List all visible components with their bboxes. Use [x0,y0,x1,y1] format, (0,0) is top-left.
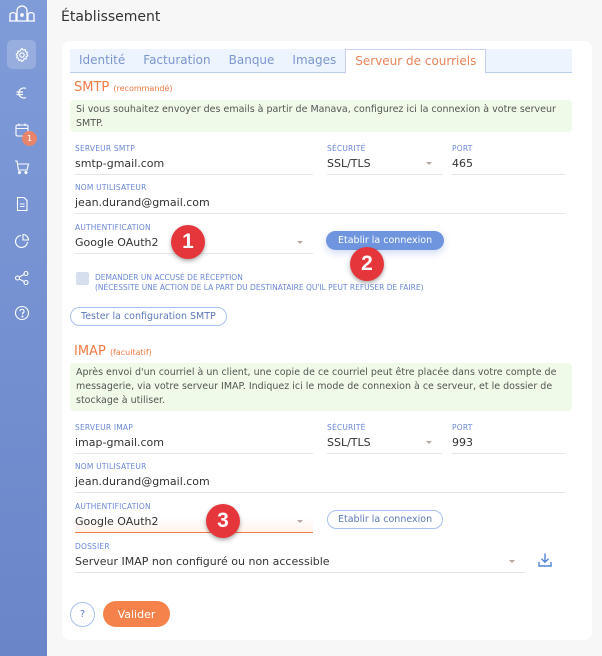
smtp-port-field [452,144,565,175]
smtp-security-value: SSL/TLS [327,157,371,170]
sidebar-item-share[interactable] [7,263,36,292]
document-icon [14,196,30,212]
download-icon[interactable] [537,552,553,568]
imap-security-value: SSL/TLS [327,436,371,449]
annotation-marker-3: 3 [206,504,240,538]
smtp-subtitle: (recommandé) [113,84,173,93]
smtp-port-label: PORT [452,144,473,153]
smtp-security-field [327,144,442,175]
chevron-down-icon [509,560,515,563]
imap-security-label: SÉCURITÉ [327,423,366,432]
building-logo-icon[interactable] [9,4,35,22]
smtp-security-select[interactable] [327,155,442,175]
imap-user-label: NOM UTILISATEUR [75,462,147,471]
cart-icon [14,159,30,175]
imap-subtitle: (facultatif) [109,348,152,357]
imap-port-input[interactable]: 993 [452,434,565,454]
imap-server-field [75,423,313,454]
pie-chart-icon [14,233,30,249]
imap-auth-field [75,502,313,533]
chevron-down-icon [297,520,303,523]
imap-user-field [75,462,565,493]
smtp-user-field [75,183,565,214]
smtp-server-label: SERVEUR SMTP [75,144,135,153]
chevron-down-icon [426,441,432,444]
receipt-label-line2: (NÉCESSITE UNE ACTION DE LA PART DU DESTINATAIRE QU'IL PEUT REFUSER DE FAIRE) [95,283,424,292]
imap-auth-value: Google OAuth2 [75,515,159,528]
chevron-down-icon [426,162,432,165]
help-circle-icon [14,305,30,321]
tab-facturation[interactable]: Facturation [143,53,211,67]
annotation-marker-2: 2 [350,247,384,281]
smtp-user-input[interactable]: jean.durand@gmail.com [75,194,565,214]
tab-serveur-courriels[interactable]: Serveur de courriels [345,49,486,74]
imap-folder-field [75,542,525,573]
help-button[interactable]: ? [70,602,95,627]
smtp-connect-button[interactable]: Etablir la connexion [326,231,444,250]
imap-folder-select[interactable] [75,553,525,573]
tab-bar [70,49,572,73]
imap-auth-label: AUTHENTIFICATION [75,502,151,511]
imap-folder-value: Serveur IMAP non configuré ou non accessible [75,555,330,568]
imap-auth-select[interactable] [75,513,313,533]
smtp-info-box: Si vous souhaitez envoyer des emails à partir de Manava, configurez ici la connexion à votre serveur SMTP. [70,100,572,132]
validate-button[interactable]: Valider [103,601,170,627]
imap-user-input[interactable]: jean.durand@gmail.com [75,473,565,493]
smtp-user-label: NOM UTILISATEUR [75,183,147,192]
smtp-server-field [75,144,313,175]
imap-port-label: PORT [452,423,473,432]
sidebar-item-settings[interactable] [7,40,36,69]
sidebar-item-help[interactable] [7,298,36,327]
imap-port-field [452,423,565,454]
imap-connect-button[interactable]: Etablir la connexion [327,510,443,529]
chevron-down-icon [297,241,303,244]
sidebar-item-billing[interactable] [7,78,36,107]
page-title: Établissement [61,9,161,25]
imap-title: IMAP [74,344,106,359]
imap-info-box: Après envoi d'un courriel à un client, une copie de ce courriel peut être placée dans votre compte de messagerie, via votre serveur IMAP. Indiquez ici le mode de connexion à ce serveur, et le dossier de stockage à utiliser. [70,363,572,411]
smtp-server-input[interactable]: smtp-gmail.com [75,155,313,175]
sidebar-item-statistics[interactable] [7,226,36,255]
smtp-port-input[interactable]: 465 [452,155,565,175]
annotation-marker-1: 1 [171,225,205,259]
smtp-auth-label: AUTHENTIFICATION [75,223,151,232]
notification-badge: 1 [22,131,37,146]
imap-security-select[interactable] [327,434,442,454]
euro-icon [14,85,30,101]
share-icon [14,270,30,286]
tab-identite[interactable]: Identité [79,53,126,67]
smtp-auth-value: Google OAuth2 [75,236,159,249]
sidebar-item-cart[interactable] [7,152,36,181]
imap-server-label: SERVEUR IMAP [75,423,133,432]
imap-section-title [74,344,152,359]
gear-icon [14,47,30,63]
smtp-title: SMTP [74,80,110,95]
imap-folder-label: DOSSIER [75,542,110,551]
receipt-checkbox[interactable] [76,272,89,285]
imap-security-field [327,423,442,454]
sidebar-item-documents[interactable] [7,189,36,218]
tab-images[interactable]: Images [292,53,337,67]
smtp-section-title [74,80,173,95]
test-smtp-button[interactable]: Tester la configuration SMTP [70,307,227,326]
smtp-security-label: SÉCURITÉ [327,144,366,153]
imap-server-input[interactable]: imap-gmail.com [75,434,313,454]
sidebar [0,0,47,656]
tab-banque[interactable]: Banque [228,53,275,67]
settings-card [62,41,592,640]
receipt-label-line1: DEMANDER UN ACCUSÉ DE RÉCEPTION [95,273,243,282]
